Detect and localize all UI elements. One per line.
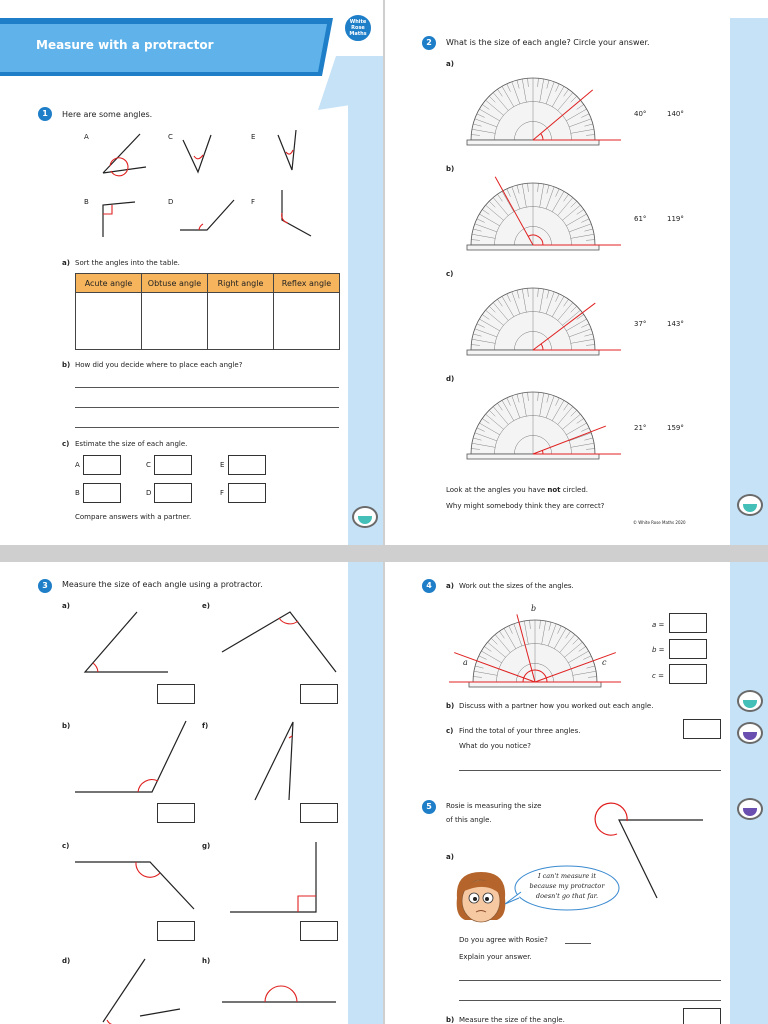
sort-table	[75, 273, 340, 350]
answer-option[interactable]: 143°	[667, 320, 684, 328]
question-prompt: Rosie is measuring the size	[446, 802, 542, 810]
teacup-icon	[737, 494, 763, 516]
part-text: Sort the angles into the table.	[75, 259, 180, 267]
var-label: b =	[652, 646, 665, 654]
angle-letter: b	[531, 604, 537, 613]
speech-text: I can't measure it because my protractor doesn't go that far.	[529, 872, 605, 900]
part-label: h)	[202, 957, 211, 965]
estimate-box[interactable]	[228, 483, 266, 503]
angle-label: C	[168, 133, 173, 141]
angle-label: D	[168, 198, 174, 206]
answer-box[interactable]	[157, 684, 195, 704]
part-label: b)	[446, 1016, 455, 1024]
part-label: b)	[446, 165, 455, 173]
angle-label: B	[84, 198, 89, 206]
reflex-angle-diagram	[385, 562, 768, 1024]
agree-line[interactable]	[565, 943, 591, 944]
question-number: 4	[422, 579, 436, 593]
table-header: Reflex angle	[274, 274, 340, 293]
angle-diagrams	[0, 562, 383, 1024]
answer-line[interactable]	[75, 427, 339, 428]
answer-line[interactable]	[459, 980, 721, 981]
part-label: b)	[62, 361, 71, 369]
part-label: a)	[446, 853, 454, 861]
angle-label: A	[84, 133, 89, 141]
white-rose-logo: White Rose Maths	[344, 14, 372, 42]
part-label: a)	[446, 582, 454, 590]
answer-box[interactable]	[300, 803, 338, 823]
part-text: Measure the size of the angle.	[459, 1016, 565, 1024]
estimate-label: B	[75, 489, 80, 497]
part-label: c)	[446, 270, 454, 278]
footer-text: Why might somebody think they are correct?	[446, 502, 605, 510]
answer-line[interactable]	[75, 387, 339, 388]
estimate-label: F	[220, 489, 225, 497]
question-number: 2	[422, 36, 436, 50]
part-label: c)	[62, 842, 70, 850]
part-label: d)	[62, 957, 71, 965]
part-text: What do you notice?	[459, 742, 531, 750]
answer-option[interactable]: 159°	[667, 424, 684, 432]
page-q2	[385, 0, 768, 545]
estimate-label: A	[75, 461, 80, 469]
estimate-label: D	[146, 489, 152, 497]
part-text: How did you decide where to place each angle?	[75, 361, 243, 369]
page-title: Measure with a protractor	[36, 38, 214, 52]
page-q3	[0, 562, 383, 1024]
table-cell[interactable]	[142, 293, 208, 350]
part-label: f)	[202, 722, 209, 730]
question-prompt: Here are some angles.	[62, 110, 153, 119]
question-number: 1	[38, 107, 52, 121]
angle-letter: a	[463, 658, 468, 667]
protractor	[467, 288, 599, 355]
part-label: b)	[62, 722, 71, 730]
part-text: Work out the sizes of the angles.	[459, 582, 574, 590]
part-label: d)	[446, 375, 455, 383]
answer-option[interactable]: 40°	[634, 110, 647, 118]
answer-box[interactable]	[300, 921, 338, 941]
part-label: e)	[202, 602, 210, 610]
table-cell[interactable]	[208, 293, 274, 350]
question-prompt: Measure the size of each angle using a protractor.	[62, 580, 263, 589]
part-label: c)	[62, 440, 70, 448]
part-label: a)	[446, 60, 454, 68]
var-label: c =	[652, 672, 664, 680]
table-header: Obtuse angle	[142, 274, 208, 293]
estimate-box[interactable]	[154, 483, 192, 503]
answer-option[interactable]: 21°	[634, 424, 647, 432]
part-label: a)	[62, 602, 70, 610]
estimate-box[interactable]	[228, 455, 266, 475]
table-header: Acute angle	[76, 274, 142, 293]
estimate-label: C	[146, 461, 151, 469]
answer-box[interactable]	[157, 921, 195, 941]
question-prompt: of this angle.	[446, 816, 492, 824]
part-text: Estimate the size of each angle.	[75, 440, 188, 448]
protractor-diagrams	[385, 0, 768, 545]
answer-box[interactable]	[300, 684, 338, 704]
page-q4-q5	[385, 562, 768, 1024]
question-number: 5	[422, 800, 436, 814]
angle-label: E	[251, 133, 256, 141]
angle-letter: c	[602, 658, 607, 667]
protractor	[467, 183, 599, 250]
part-label: a)	[62, 259, 70, 267]
answer-option[interactable]: 140°	[667, 110, 684, 118]
teacup-icon	[352, 506, 378, 528]
protractor	[467, 78, 599, 145]
answer-line[interactable]	[75, 407, 339, 408]
footer-text: Look at the angles you have not circled.	[446, 486, 589, 494]
protractor	[467, 392, 599, 459]
page-q1	[0, 0, 383, 545]
answer-option[interactable]: 119°	[667, 215, 684, 223]
angle-label: F	[251, 198, 256, 206]
estimate-label: E	[220, 461, 225, 469]
question-prompt: What is the size of each angle? Circle your answer.	[446, 38, 650, 47]
answer-line[interactable]	[459, 1000, 721, 1001]
question-number: 3	[38, 579, 52, 593]
copyright: © White Rose Maths 2020	[633, 520, 686, 525]
estimate-box[interactable]	[83, 483, 121, 503]
answer-option[interactable]: 37°	[634, 320, 647, 328]
part-label: c)	[446, 727, 454, 735]
table-header: Right angle	[208, 274, 274, 293]
part-text: Find the total of your three angles.	[459, 727, 581, 735]
table-cell[interactable]	[274, 293, 340, 350]
var-label: a =	[652, 621, 665, 629]
table-cell[interactable]	[76, 293, 142, 350]
answer-box[interactable]	[683, 1008, 721, 1024]
answer-box[interactable]	[157, 803, 195, 823]
agree-text: Do you agree with Rosie?	[459, 936, 548, 944]
explain-text: Explain your answer.	[459, 953, 532, 961]
estimate-box[interactable]	[83, 455, 121, 475]
part-label: b)	[446, 702, 455, 710]
part-text: Discuss with a partner how you worked out each angle.	[459, 702, 654, 710]
part-label: g)	[202, 842, 211, 850]
compare-text: Compare answers with a partner.	[75, 513, 192, 521]
answer-option[interactable]: 61°	[634, 215, 647, 223]
estimate-box[interactable]	[154, 455, 192, 475]
